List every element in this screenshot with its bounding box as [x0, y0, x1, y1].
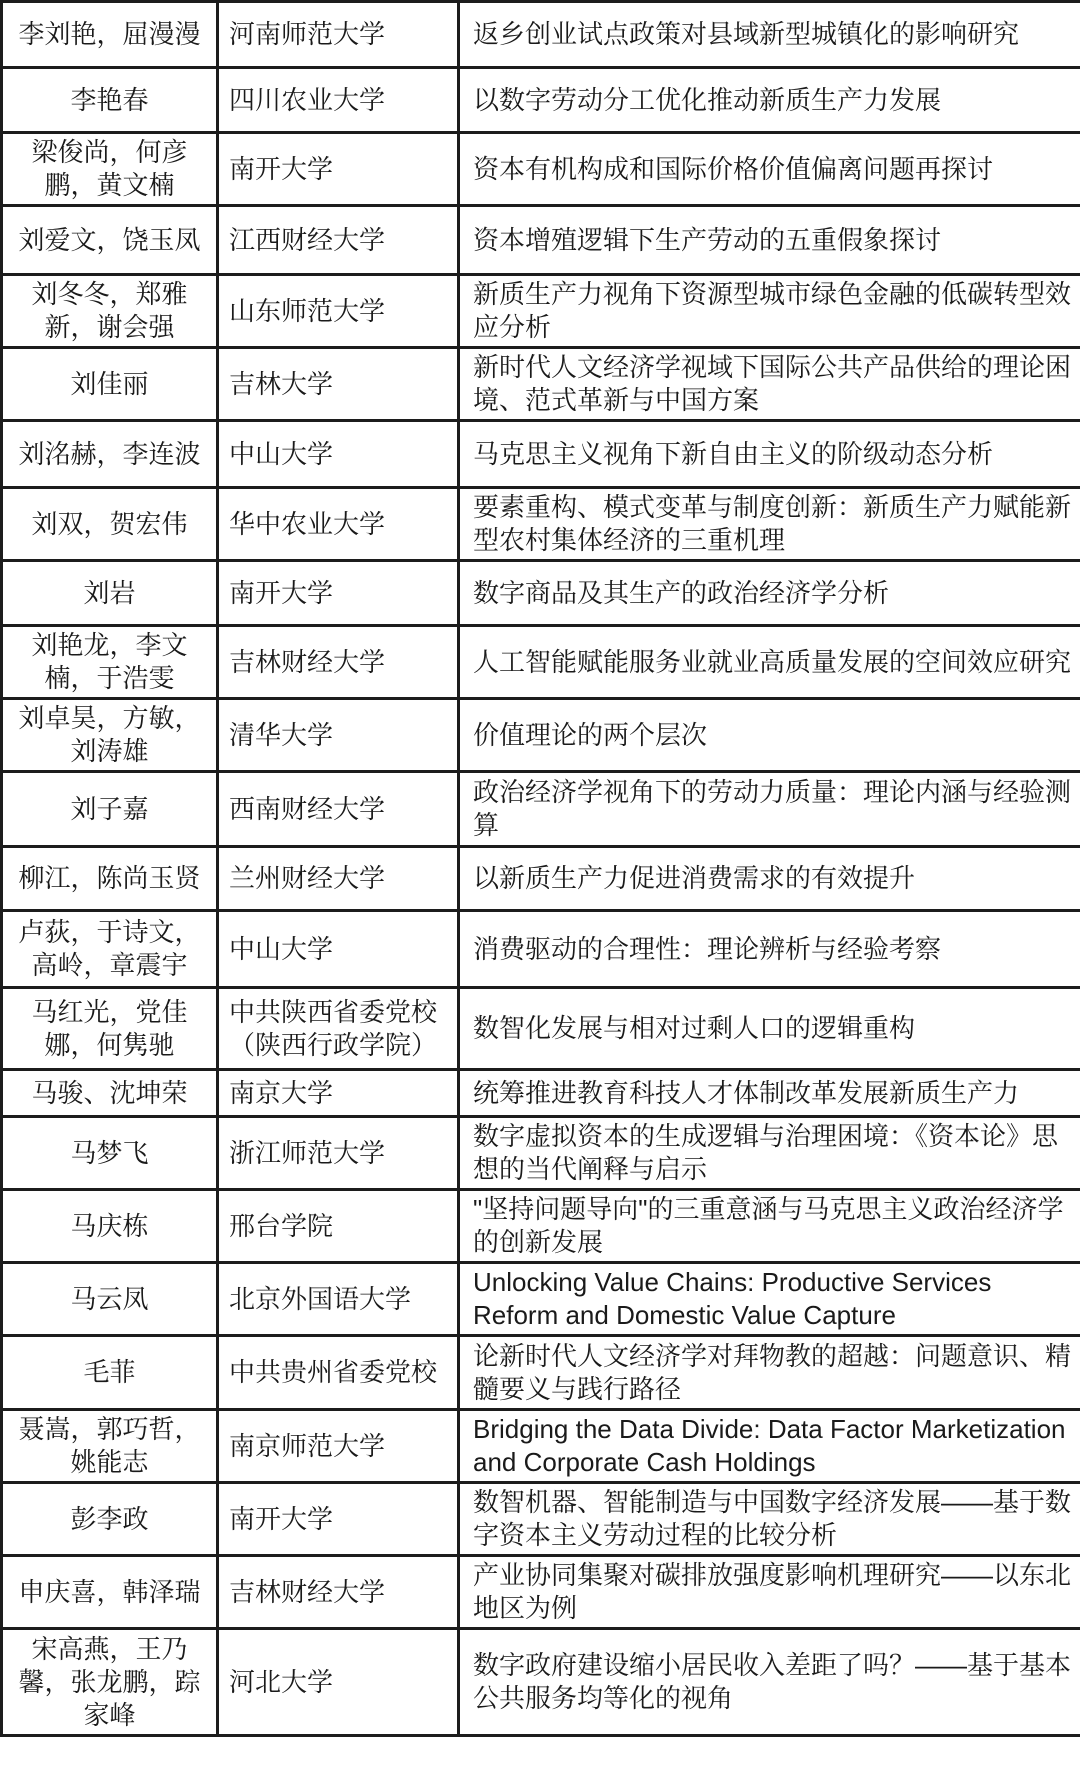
authors-cell: 刘艳龙，李文楠，于浩雯 [2, 626, 218, 699]
table-row [2, 626, 1080, 699]
authors-cell: 刘卓昊，方敏，刘涛雄 [2, 699, 218, 772]
title-cell: 价值理论的两个层次 [459, 699, 1080, 772]
table-row [2, 68, 1080, 133]
authors-cell: 马云凤 [2, 1263, 218, 1336]
title-cell: 统筹推进教育科技人才体制改革发展新质生产力 [459, 1070, 1080, 1117]
authors-cell: 柳江，陈尚玉贤 [2, 847, 218, 911]
authors-cell: 马骏、沈坤荣 [2, 1070, 218, 1117]
authors-cell: 宋高燕，王乃馨，张龙鹏，踪家峰 [2, 1629, 218, 1736]
authors-cell: 刘岩 [2, 561, 218, 626]
title-cell: 数字商品及其生产的政治经济学分析 [459, 561, 1080, 626]
affiliation-cell: 中共陕西省委党校（陕西行政学院） [218, 988, 459, 1070]
title-cell: 返乡创业试点政策对县域新型城镇化的影响研究 [459, 2, 1080, 68]
title-cell: 数字虚拟资本的生成逻辑与治理困境：《资本论》思想的当代阐释与启示 [459, 1117, 1080, 1190]
table-row [2, 1336, 1080, 1410]
authors-cell: 刘爱文，饶玉凤 [2, 206, 218, 275]
title-cell: 要素重构、模式变革与制度创新：新质生产力赋能新型农村集体经济的三重机理 [459, 488, 1080, 561]
table-row [2, 133, 1080, 206]
table-row [2, 421, 1080, 488]
affiliation-cell: 浙江师范大学 [218, 1117, 459, 1190]
title-cell: 人工智能赋能服务业就业高质量发展的空间效应研究 [459, 626, 1080, 699]
title-cell: 数智化发展与相对过剩人口的逻辑重构 [459, 988, 1080, 1070]
authors-cell: 刘冬冬，郑雅新，谢会强 [2, 275, 218, 348]
affiliation-cell: 南京师范大学 [218, 1410, 459, 1483]
title-cell: 数字政府建设缩小居民收入差距了吗？——基于基本公共服务均等化的视角 [459, 1629, 1080, 1736]
table-row [2, 1117, 1080, 1190]
title-cell: 论新时代人文经济学对拜物教的超越：问题意识、精髓要义与践行路径 [459, 1336, 1080, 1410]
table-row [2, 1190, 1080, 1263]
affiliation-cell: 南开大学 [218, 561, 459, 626]
affiliation-cell: 华中农业大学 [218, 488, 459, 561]
affiliation-cell: 河南师范大学 [218, 2, 459, 68]
table-row [2, 699, 1080, 772]
table-row [2, 988, 1080, 1070]
title-cell: 马克思主义视角下新自由主义的阶级动态分析 [459, 421, 1080, 488]
affiliation-cell: 四川农业大学 [218, 68, 459, 133]
table-row [2, 1263, 1080, 1336]
affiliation-cell: 吉林财经大学 [218, 1556, 459, 1629]
authors-cell: 马红光，党佳娜，何隽驰 [2, 988, 218, 1070]
title-cell: 产业协同集聚对碳排放强度影响机理研究——以东北地区为例 [459, 1556, 1080, 1629]
title-cell: 新质生产力视角下资源型城市绿色金融的低碳转型效应分析 [459, 275, 1080, 348]
affiliation-cell: 南京大学 [218, 1070, 459, 1117]
authors-cell: 毛菲 [2, 1336, 218, 1410]
papers-table-body [2, 2, 1080, 1736]
title-cell: Bridging the Data Divide: Data Factor Marketization and Corporate Cash Holdings [459, 1410, 1080, 1483]
authors-cell: 刘子嘉 [2, 772, 218, 847]
affiliation-cell: 河北大学 [218, 1629, 459, 1736]
table-row [2, 1483, 1080, 1556]
table-row [2, 206, 1080, 275]
title-cell: 资本增殖逻辑下生产劳动的五重假象探讨 [459, 206, 1080, 275]
title-cell: 新时代人文经济学视域下国际公共产品供给的理论困境、范式革新与中国方案 [459, 348, 1080, 421]
affiliation-cell: 吉林财经大学 [218, 626, 459, 699]
title-cell: "坚持问题导向"的三重意涵与马克思主义政治经济学的创新发展 [459, 1190, 1080, 1263]
table-row [2, 348, 1080, 421]
title-cell: 资本有机构成和国际价格价值偏离问题再探讨 [459, 133, 1080, 206]
table-row [2, 911, 1080, 988]
authors-cell: 李艳春 [2, 68, 218, 133]
authors-cell: 刘洺赫，李连波 [2, 421, 218, 488]
title-cell: Unlocking Value Chains: Productive Services Reform and Domestic Value Capture [459, 1263, 1080, 1336]
authors-cell: 申庆喜，韩泽瑞 [2, 1556, 218, 1629]
table-row [2, 847, 1080, 911]
table-row [2, 1556, 1080, 1629]
affiliation-cell: 南开大学 [218, 1483, 459, 1556]
table-row [2, 1410, 1080, 1483]
affiliation-cell: 西南财经大学 [218, 772, 459, 847]
affiliation-cell: 中山大学 [218, 421, 459, 488]
authors-cell: 刘佳丽 [2, 348, 218, 421]
authors-cell: 马庆栋 [2, 1190, 218, 1263]
title-cell: 政治经济学视角下的劳动力质量：理论内涵与经验测算 [459, 772, 1080, 847]
affiliation-cell: 南开大学 [218, 133, 459, 206]
title-cell: 数智机器、智能制造与中国数字经济发展——基于数字资本主义劳动过程的比较分析 [459, 1483, 1080, 1556]
affiliation-cell: 北京外国语大学 [218, 1263, 459, 1336]
authors-cell: 刘双，贺宏伟 [2, 488, 218, 561]
affiliation-cell: 中共贵州省委党校 [218, 1336, 459, 1410]
title-cell: 以数字劳动分工优化推动新质生产力发展 [459, 68, 1080, 133]
table-row [2, 275, 1080, 348]
affiliation-cell: 兰州财经大学 [218, 847, 459, 911]
table-row [2, 2, 1080, 68]
affiliation-cell: 中山大学 [218, 911, 459, 988]
table-row [2, 488, 1080, 561]
affiliation-cell: 清华大学 [218, 699, 459, 772]
affiliation-cell: 山东师范大学 [218, 275, 459, 348]
title-cell: 消费驱动的合理性：理论辨析与经验考察 [459, 911, 1080, 988]
authors-cell: 聂嵩，郭巧哲，姚能志 [2, 1410, 218, 1483]
affiliation-cell: 江西财经大学 [218, 206, 459, 275]
authors-cell: 彭李政 [2, 1483, 218, 1556]
table-row [2, 772, 1080, 847]
table-row [2, 1629, 1080, 1736]
table-row [2, 561, 1080, 626]
affiliation-cell: 吉林大学 [218, 348, 459, 421]
authors-cell: 梁俊尚，何彦鹏，黄文楠 [2, 133, 218, 206]
authors-cell: 马梦飞 [2, 1117, 218, 1190]
title-cell: 以新质生产力促进消费需求的有效提升 [459, 847, 1080, 911]
authors-cell: 卢荻，于诗文，高岭，章震宇 [2, 911, 218, 988]
affiliation-cell: 邢台学院 [218, 1190, 459, 1263]
authors-cell: 李刘艳，屈漫漫 [2, 2, 218, 68]
table-row [2, 1070, 1080, 1117]
